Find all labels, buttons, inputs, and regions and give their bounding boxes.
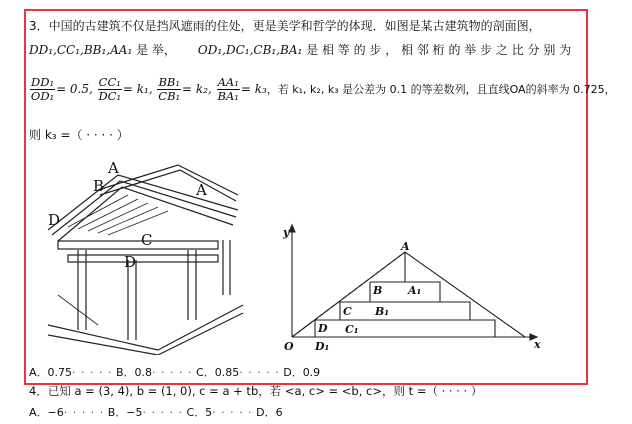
q3-condition: ，若 k₁, k₂, k₃ 是公差为 0.1 的等差数列，且直线OA的斜率为 0.725， [266,83,616,96]
photo-label-b: B [93,177,105,195]
q3-sep-1: · · · · · [72,366,113,379]
q3-options [29,364,320,380]
q4-option-d[interactable]: D．6 [256,406,283,419]
q4-sep-1: · · · · · [63,406,105,419]
frac-cc1-dc1: $\frac{\text{CC₁}}{\text{DC₁}}$ [98,75,122,103]
q3-text-intro: 3．中国的古建筑不仅是挡风遮雨的住处，更是美学和哲学的体现．如图是某古建筑物的剖面图， [29,19,541,33]
frac-eq-3: = k₂, [182,82,212,96]
diagram-label-c1: C₁ [345,323,359,336]
q4-sep-2: · · · · · [142,406,183,419]
q3-ju-text: 是 举， [132,43,176,57]
photo-label-a: A [108,159,119,177]
frac-bb1-cb1: $\frac{\text{BB₁}}{\text{CB₁}}$ [158,75,181,103]
q3-bu-list: OD₁,DC₁,CB₁,BA₁ [197,43,303,57]
q3-option-a[interactable]: A．0.75 [29,366,73,379]
photo-label-c: C [141,231,153,249]
q3-line4 [29,126,129,143]
q4-option-a[interactable]: A．−6 [29,406,64,419]
diagram-label-b1: B₁ [375,305,390,318]
diagram-label-y: y [283,226,290,239]
q3-bu-text: 是 相 等 的 步 ， 相 邻 桁 的 举 步 之 比 分 别 为 [302,43,572,57]
q4-sep-3: · · · · · [212,406,253,419]
diagram-label-o: O [284,340,294,353]
q3-sep-3: · · · · · [239,366,280,379]
diagram-label-x: x [534,338,541,351]
q3-sep-2: · · · · · [152,366,193,379]
q3-line3 [29,76,616,103]
q3-option-b[interactable]: B．0.8 [116,366,153,379]
frac-eq-2: = k₁, [122,82,153,96]
q3-ju-list: DD₁,CC₁,BB₁,AA₁ [29,43,133,57]
diagram-label-a1: A₁ [408,284,422,297]
q3-line2 [29,41,571,58]
building-illustration [38,155,248,355]
q3-option-c[interactable]: C．0.85 [196,366,240,379]
q3-ask: 则 k₃ =（ · · · · ） [29,128,129,142]
frac-eq-4: = k₃ [240,82,267,96]
frac-dd1-od1: $\frac{\text{DD₁}}{\text{OD₁}}$ [30,75,55,103]
q4-options [29,404,283,420]
q4-text: 4．已知 a = (3, 4), b = (1, 0), c = a + tb，若 <a, c> = <b, c>，则 t =（ · · · · ） [29,384,483,398]
frac-eq-1: = 0.5, [56,82,93,96]
photo-label-d: D [48,211,61,229]
diagram-label-a: A [401,240,410,253]
diagram-label-b: B [373,284,383,297]
diagram-label-d1: D₁ [315,340,330,353]
q4-line1 [29,383,482,399]
frac-aa1-ba1: $\frac{\text{AA₁}}{\text{BA₁}}$ [217,75,239,103]
photo-label-a2: A [196,181,207,199]
diagram-label-c: C [343,305,352,318]
diagram-label-d: D [318,322,328,335]
q4-option-c[interactable]: C．5 [186,406,213,419]
photo-label-d2: D [124,253,137,271]
q3-option-d[interactable]: D．0.9 [283,366,321,379]
q3-line1 [29,17,541,34]
cross-section-diagram [280,222,550,362]
q4-option-b[interactable]: B．−5 [107,406,143,419]
